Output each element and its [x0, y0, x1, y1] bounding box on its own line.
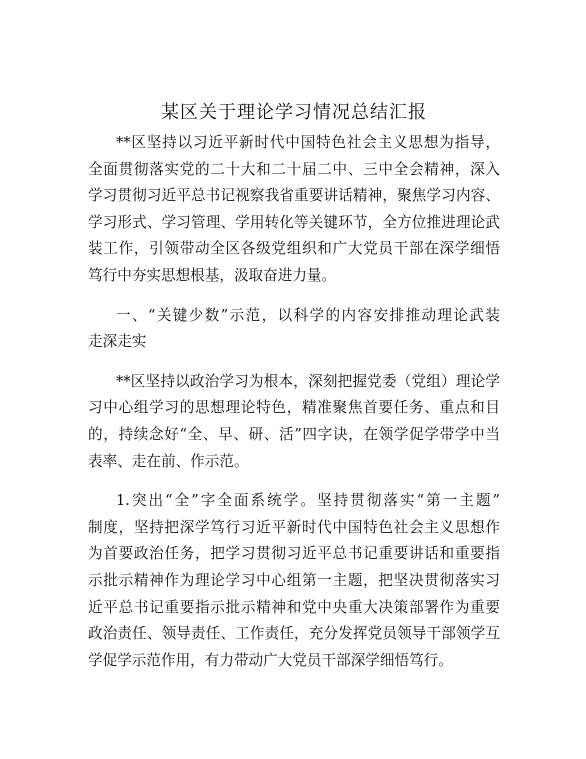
paragraph-spacer: [88, 475, 500, 488]
text-line: 学习形式、学习管理、学用转化等关键环节，全方位推进理论武: [88, 213, 500, 231]
document-title: 某区关于理论学习情况总结汇报: [161, 102, 427, 123]
text-line: 1.突出“全”字全面系统学。坚持贯彻落实“第一主题”: [116, 492, 500, 510]
document-page: [88, 100, 500, 674]
heading-line: 走深走实: [88, 333, 147, 351]
text-line: 学习贯彻习近平总书记视察我省重要讲话精神，聚焦学习内容、: [88, 187, 500, 205]
text-line: 表率、走在前、作示范。: [88, 452, 249, 470]
text-line: 示批示精神作为理论学习中心组第一主题，把坚决贯彻落实习: [88, 571, 500, 589]
text-line: **区坚持以政治学习为根本，深刻把握党委（党组）理论学: [116, 372, 500, 390]
paragraph-intro: [88, 130, 500, 290]
text-line: 笃行中夯实思想根基，汲取奋进力量。: [88, 266, 337, 284]
text-line: 装工作，引领带动全区各级党组织和广大党员干部在深学细悟: [88, 240, 500, 258]
paragraph-section-intro: [88, 369, 500, 475]
text-line: 政治责任、领导责任、工作责任，充分发挥党员领导干部领学互: [88, 625, 500, 643]
heading-line: 一、“关键少数”示范，以科学的内容安排推动理论武装: [116, 306, 500, 324]
paragraph-spacer: [88, 356, 500, 369]
text-line: 习中心组学习的思想理论特色，精准聚焦首要任务、重点和目: [88, 399, 500, 417]
section-heading: [88, 303, 500, 356]
text-line: 全面贯彻落实党的二十大和二十届二中、三中全会精神，深入: [88, 160, 500, 178]
text-line: **区坚持以习近平新时代中国特色社会主义思想为指导，: [116, 134, 500, 151]
text-line: 为首要政治任务，把学习贯彻习近平总书记重要讲话和重要指: [88, 545, 500, 563]
text-line: 近平总书记重要指示批示精神和党中央重大决策部署作为重要: [88, 598, 500, 616]
paragraph-item-1: [88, 488, 500, 674]
text-line: 学促学示范作用，有力带动广大党员干部深学细悟笃行。: [88, 651, 453, 669]
paragraph-spacer: [88, 290, 500, 303]
text-line: 的，持续念好“全、早、研、活”四字诀，在领学促学带学中当: [88, 425, 500, 443]
text-line: 制度，坚持把深学笃行习近平新时代中国特色社会主义思想作: [88, 518, 500, 536]
